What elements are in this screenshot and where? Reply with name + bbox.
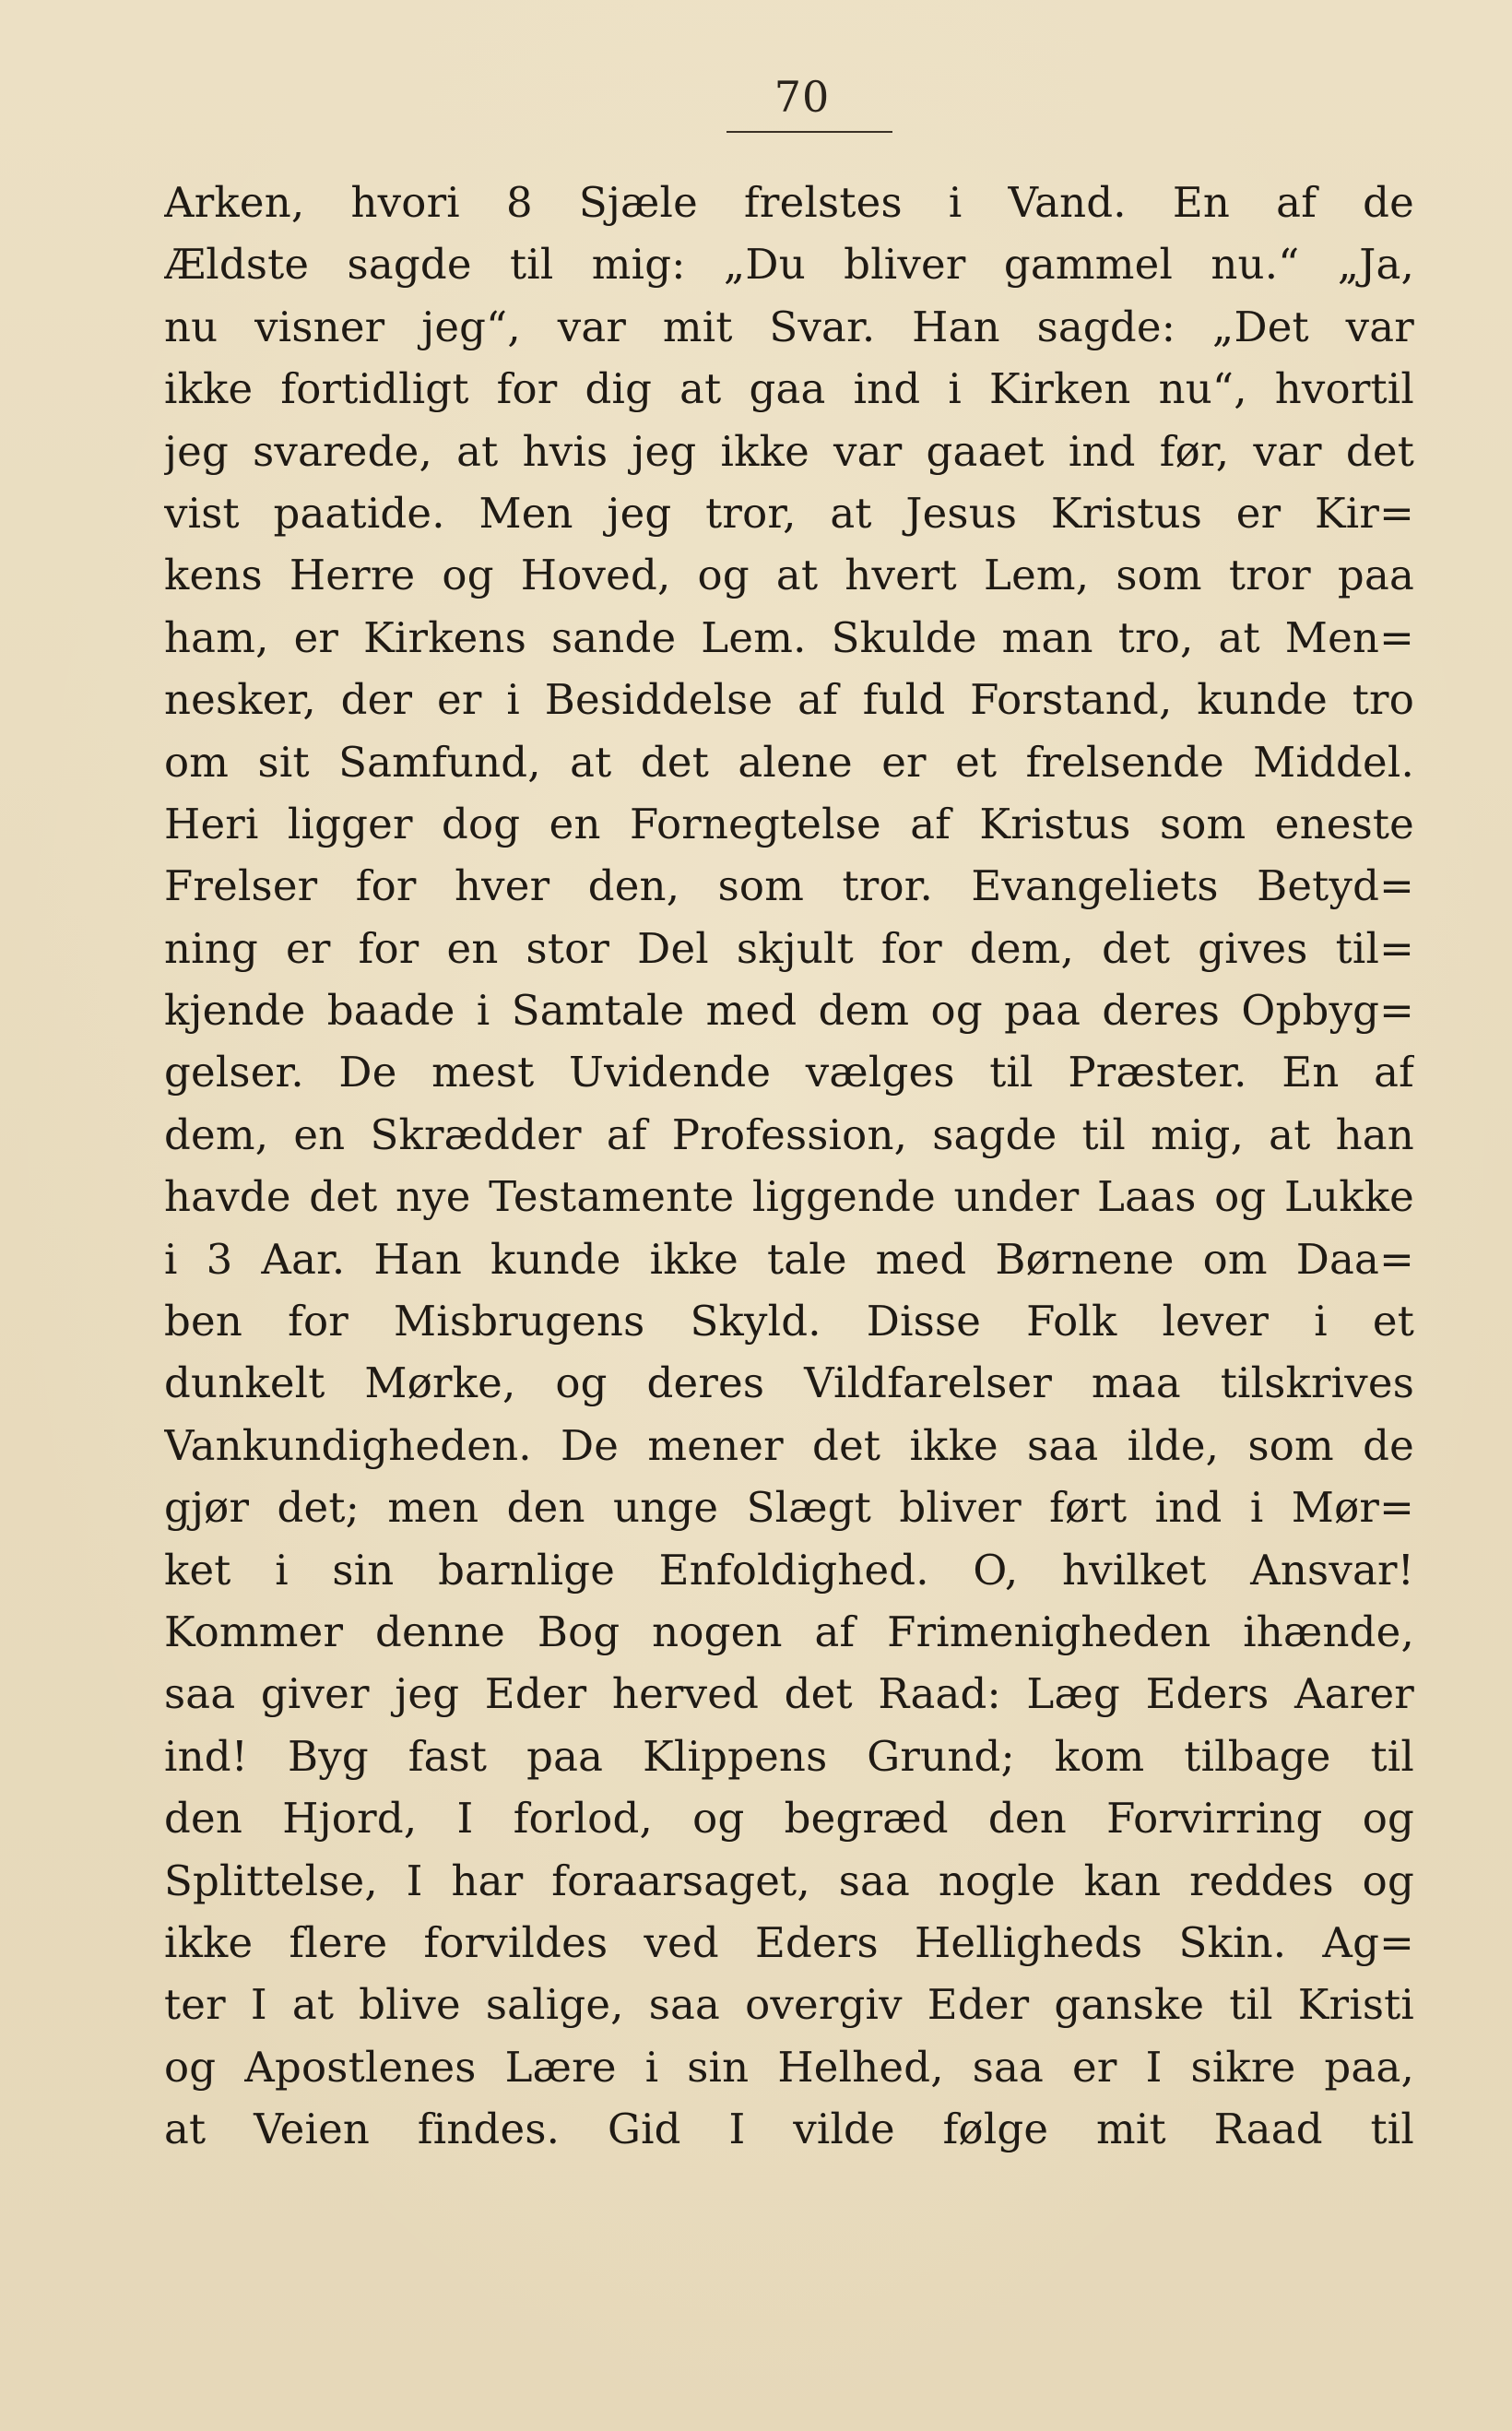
text-line-15: gelser. De mest Uvidende vælges til Præster. En af (164, 1048, 1414, 1097)
text-line-8: ham, er Kirkens sande Lem. Skulde man tro, at Men= (164, 612, 1414, 662)
text-line-3: nu visner jeg“, var mit Svar. Han sagde: „Det var (164, 302, 1414, 351)
text-line-9: nesker, der er i Besiddelse af fuld Forstand, kunde tro (164, 675, 1414, 725)
text-line-27: den Hjord, I forlod, og begræd den Forvirring og (164, 1794, 1414, 1844)
text-line-21: Vankundigheden. De mener det ikke saa ilde, som de (164, 1420, 1414, 1470)
text-line-16: dem, en Skrædder af Profession, sagde til mig, at han (164, 1109, 1414, 1159)
text-line-11: Heri ligger dog en Fornegtelse af Kristus som eneste (164, 799, 1414, 848)
text-line-29: ikke flere forvildes ved Eders Helligheds Skin. Ag= (164, 1917, 1414, 1967)
text-line-5: jeg svarede, at hvis jeg ikke var gaaet ind før, var det (164, 426, 1414, 476)
text-line-12: Frelser for hver den, som tror. Evangeliets Betyd= (164, 861, 1414, 911)
page-number-rule (726, 131, 892, 133)
text-line-32: at Veien findes. Gid I vilde følge mit Raad til (164, 2105, 1414, 2154)
text-line-17: havde det nye Testamente liggende under Laas og Lukke (164, 1172, 1414, 1222)
text-line-23: ket i sin barnlige Enfoldighed. O, hvilket Ansvar! (164, 1545, 1414, 1595)
text-line-13: ning er for en stor Del skjult for dem, det gives til= (164, 923, 1414, 973)
text-line-26: ind! Byg fast paa Klippens Grund; kom tilbage til (164, 1731, 1414, 1781)
text-line-28: Splittelse, I har foraarsaget, saa nogle kan reddes og (164, 1856, 1414, 1905)
text-line-2: Ældste sagde til mig: „Du bliver gammel nu.“ „Ja, (164, 240, 1414, 290)
text-line-1: Arken, hvori 8 Sjæle frelstes i Vand. En af de (164, 178, 1414, 227)
text-line-4: ikke fortidligt for dig at gaa ind i Kirken nu“, hvortil (164, 364, 1414, 414)
body-text (164, 172, 1414, 2161)
text-line-31: og Apostlenes Lære i sin Helhed, saa er I sikre paa, (164, 2042, 1414, 2092)
text-line-25: saa giver jeg Eder herved det Raad: Læg Eders Aarer (164, 1669, 1414, 1719)
text-line-18: i 3 Aar. Han kunde ikke tale med Børnene om Daa= (164, 1234, 1414, 1284)
text-line-20: dunkelt Mørke, og deres Vildfarelser maa tilskrives (164, 1358, 1414, 1408)
text-line-6: vist paatide. Men jeg tror, at Jesus Kristus er Kir= (164, 488, 1414, 538)
text-line-22: gjør det; men den unge Slægt bliver ført ind i Mør= (164, 1483, 1414, 1533)
text-line-19: ben for Misbrugens Skyld. Disse Folk lever i et (164, 1297, 1414, 1346)
text-line-30: ter I at blive salige, saa overgiv Eder ganske til Kristi (164, 1980, 1414, 2030)
page-number: 70 (774, 72, 831, 122)
text-line-10: om sit Samfund, at det alene er et frelsende Middel. (164, 737, 1414, 787)
text-line-7: kens Herre og Hoved, og at hvert Lem, som tror paa (164, 551, 1414, 600)
text-line-24: Kommer denne Bog nogen af Frimenigheden ihænde, (164, 1607, 1414, 1656)
text-line-14: kjende baade i Samtale med dem og paa deres Opbyg= (164, 986, 1414, 1036)
